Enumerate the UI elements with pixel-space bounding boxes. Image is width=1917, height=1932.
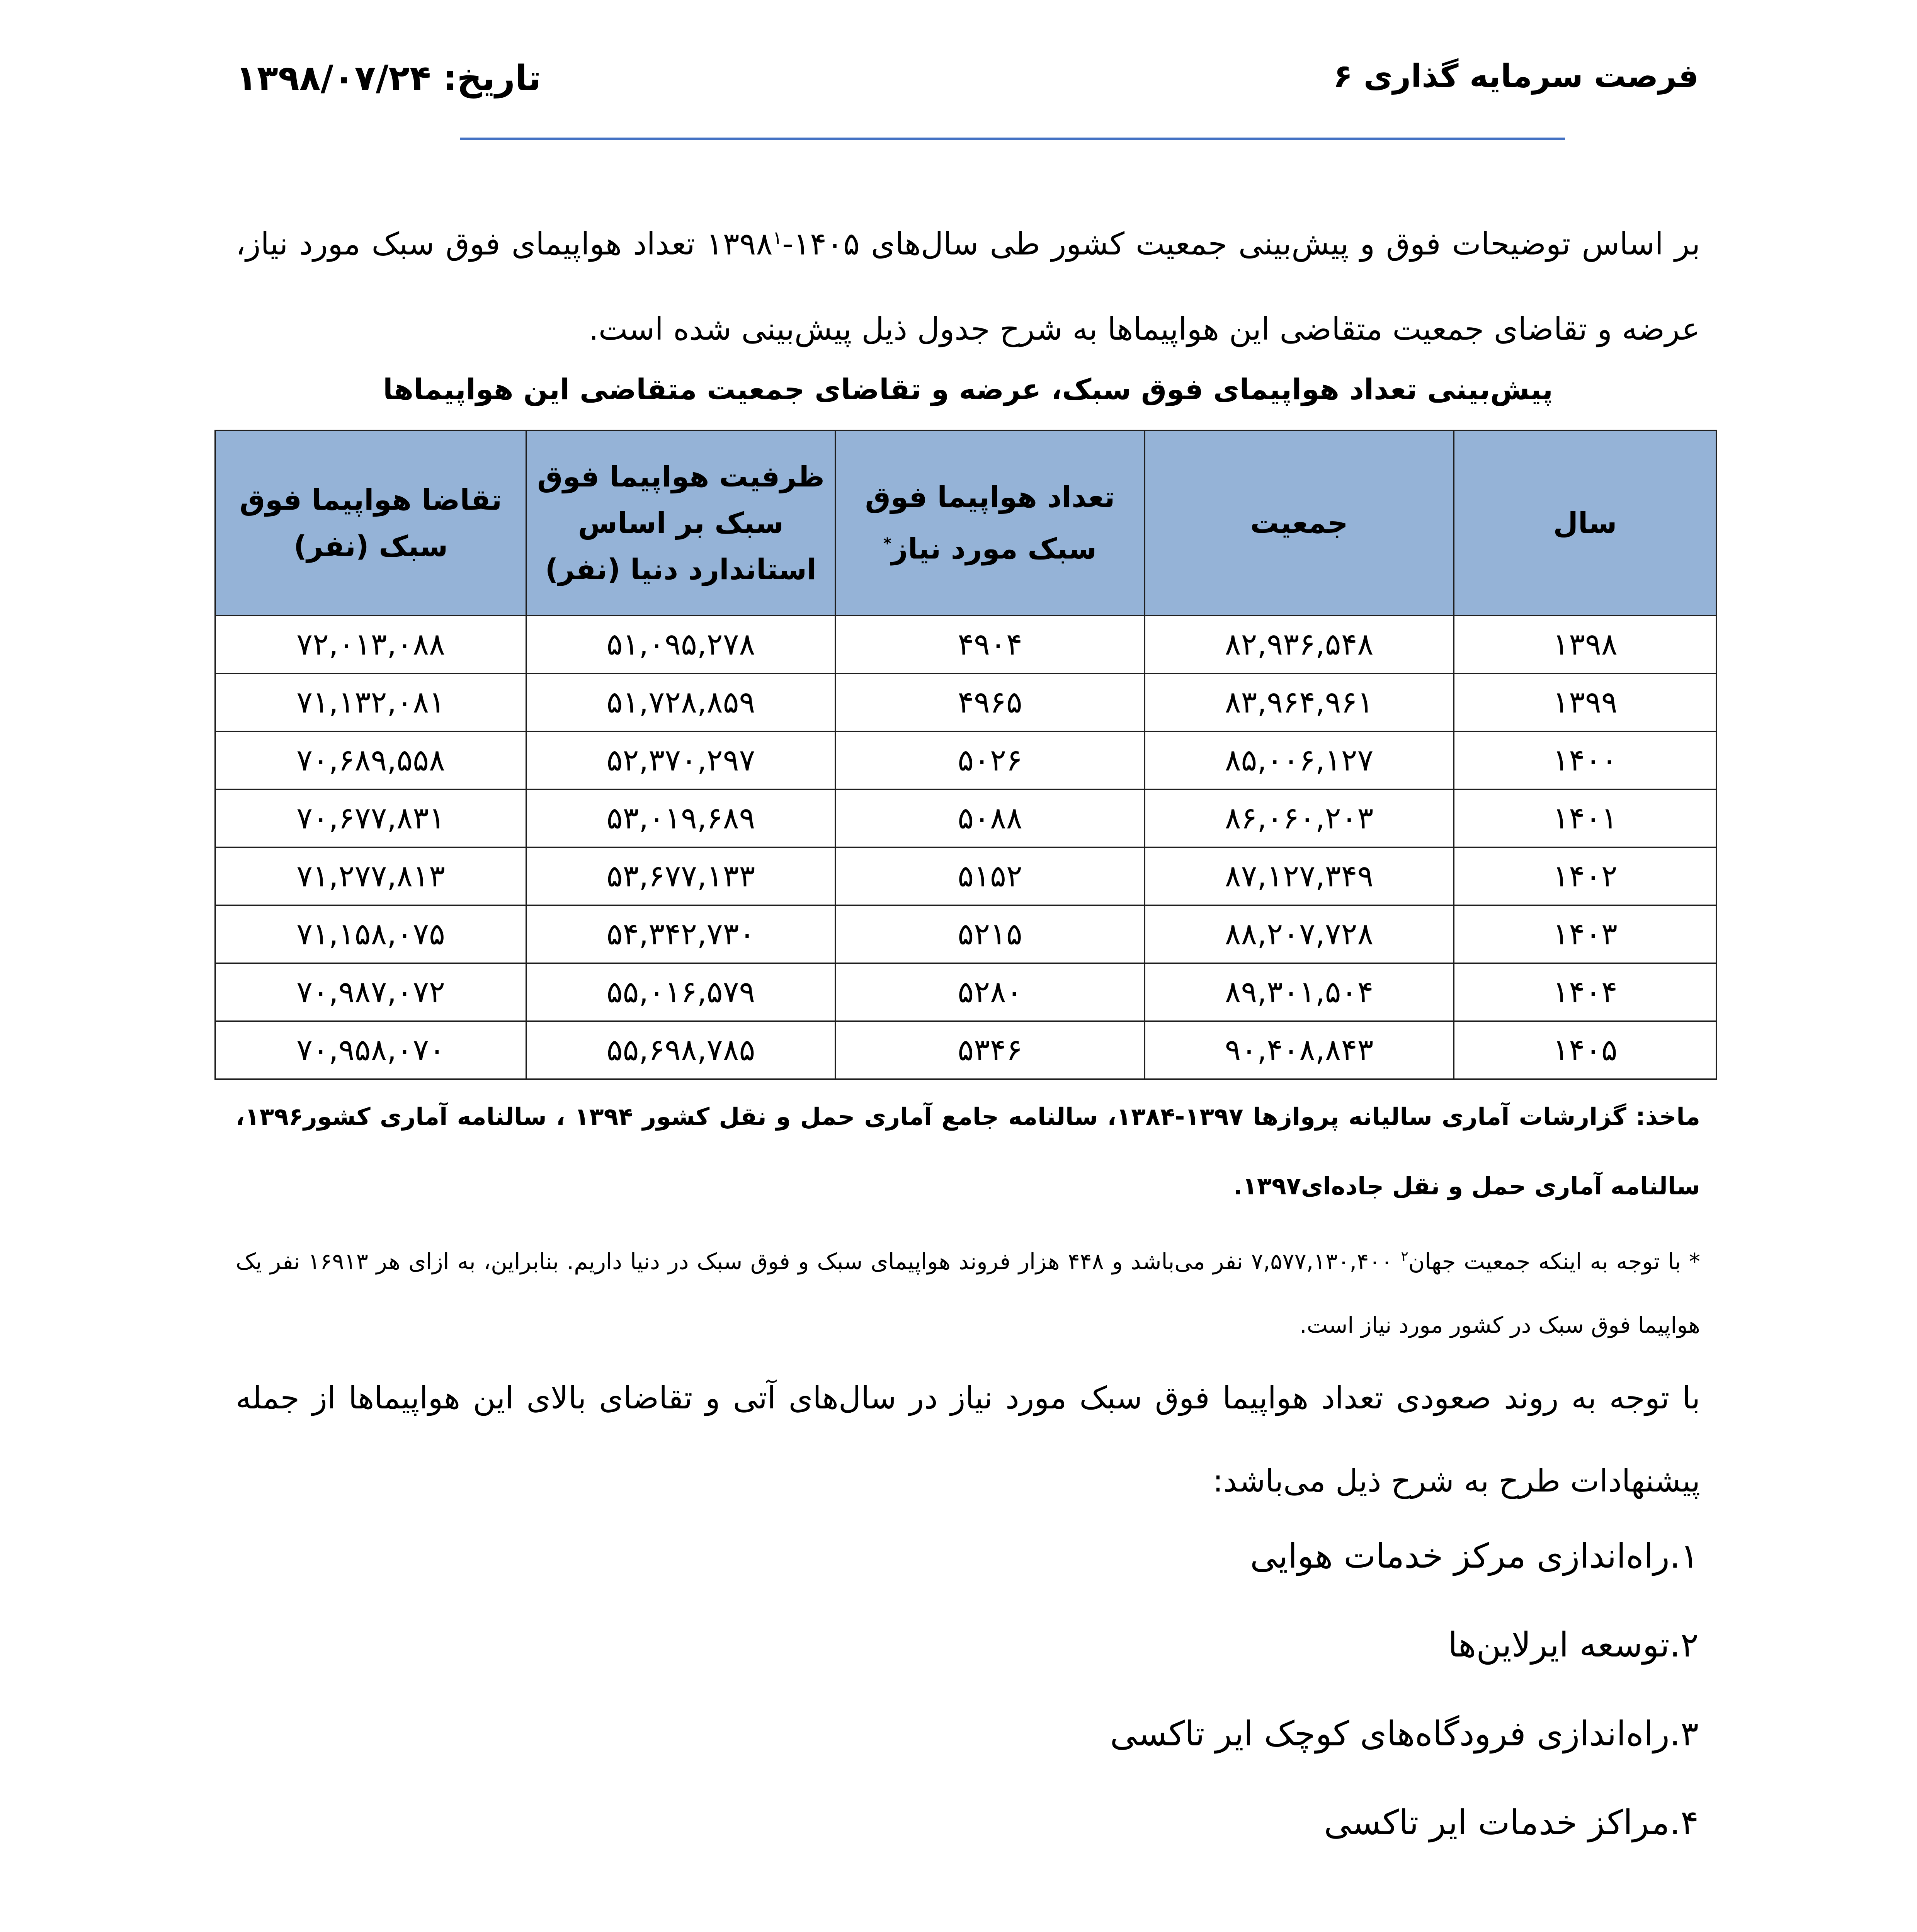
cell-demand: ۷۰,۹۵۸,۰۷۰ <box>215 1021 526 1079</box>
cell-capacity: ۵۳,۰۱۹,۶۸۹ <box>526 789 835 847</box>
cell-population: ۸۲,۹۳۶,۵۴۸ <box>1145 616 1454 673</box>
footnote-ref-1[interactable]: ۱ <box>772 227 782 248</box>
table-row <box>215 616 1716 673</box>
cell-year: ۱۴۰۴ <box>1454 963 1716 1021</box>
cell-year: ۱۴۰۲ <box>1454 847 1716 905</box>
note-text: * با توجه به اینکه جمعیت جهان <box>1408 1248 1700 1275</box>
cell-population: ۸۷,۱۲۷,۳۴۹ <box>1145 847 1454 905</box>
table-source: ماخذ: گزارشات آماری سالیانه پروازها ۱۳۹۷-۱۳۸۴، سالنامه جامع آماری حمل و نقل کشور ۱۳۹۴ ، سالنامه آماری کشور۱۳۹۶، سالنامه آماری حمل و نقل جاده‌ای۱۳۹۷. <box>236 1102 1700 1200</box>
cell-year: ۱۴۰۵ <box>1454 1021 1716 1079</box>
conclusion-paragraph: با توجه به روند صعودی تعداد هواپیما فوق سبک مورد نیاز در سال‌های آتی و تقاضای بالای این هواپیماها از جمله پیشنهادات طرح به شرح ذیل می‌باشد: <box>236 1380 1700 1499</box>
table-body <box>215 616 1716 1079</box>
table-row <box>215 731 1716 789</box>
suggestion-item: ۲.توسعه ایرلاین‌ها <box>1448 1625 1699 1665</box>
header-date: تاریخ: ۱۳۹۸/۰۷/۲۴ <box>236 58 541 99</box>
note-text-continued: ۷,۵۷۷,۱۳۰,۴۰۰ نفر می‌باشد و ۴۴۸ هزار فروند هواپیمای سبک و فوق سبک در دنیا داریم. بنابراین، به ازای هر ۱۶۹۱۳ نفر یک هواپیما فوق سبک در کشور مورد نیاز است. <box>236 1248 1700 1338</box>
cell-population: ۸۸,۲۰۷,۷۲۸ <box>1145 905 1454 963</box>
header-divider <box>460 138 1565 140</box>
cell-aircraft: ۵۰۸۸ <box>835 789 1145 847</box>
cell-demand: ۷۱,۱۵۸,۰۷۵ <box>215 905 526 963</box>
cell-capacity: ۵۴,۳۴۲,۷۳۰ <box>526 905 835 963</box>
suggestion-item: ۱.راه‌اندازی مرکز خدمات هوایی <box>1250 1536 1699 1576</box>
cell-aircraft: ۵۰۲۶ <box>835 731 1145 789</box>
cell-aircraft: ۵۳۴۶ <box>835 1021 1145 1079</box>
cell-population: ۸۳,۹۶۴,۹۶۱ <box>1145 673 1454 731</box>
cell-capacity: ۵۳,۶۷۷,۱۳۳ <box>526 847 835 905</box>
column-header-year: سال <box>1454 430 1716 616</box>
table-caption: پیش‌بینی تعداد هواپیمای فوق سبک، عرضه و تقاضای جمعیت متقاضی این هواپیماها <box>383 373 1553 406</box>
cell-capacity: ۵۲,۳۷۰,۲۹۷ <box>526 731 835 789</box>
cell-demand: ۷۰,۹۸۷,۰۷۲ <box>215 963 526 1021</box>
table-row <box>215 963 1716 1021</box>
cell-population: ۸۵,۰۰۶,۱۲۷ <box>1145 731 1454 789</box>
table-row <box>215 789 1716 847</box>
cell-demand: ۷۱,۱۳۲,۰۸۱ <box>215 673 526 731</box>
cell-capacity: ۵۱,۰۹۵,۲۷۸ <box>526 616 835 673</box>
column-header-population: جمعیت <box>1145 430 1454 616</box>
intro-text-continued: تعداد هواپیمای فوق سبک مورد نیاز، عرضه و تقاضای جمعیت متقاضی این هواپیماها به شرح جدول ذیل پیش‌بینی شده است. <box>236 226 1700 347</box>
cell-aircraft: ۴۹۰۴ <box>835 616 1145 673</box>
table-row <box>215 847 1716 905</box>
column-header-demand: تقاضا هواپیما فوق سبک (نفر) <box>215 430 526 616</box>
cell-year: ۱۴۰۰ <box>1454 731 1716 789</box>
forecast-table <box>214 430 1717 1080</box>
footnote-ref-2[interactable]: ۲ <box>1401 1249 1408 1265</box>
table-row <box>215 673 1716 731</box>
column-header-aircraft-count-label: تعداد هواپیما فوق سبک مورد نیاز <box>865 480 1115 566</box>
cell-year: ۱۳۹۹ <box>1454 673 1716 731</box>
cell-year: ۱۴۰۱ <box>1454 789 1716 847</box>
column-header-aircraft-count <box>835 430 1145 616</box>
intro-paragraph <box>236 195 1700 372</box>
cell-capacity: ۵۵,۶۹۸,۷۸۵ <box>526 1021 835 1079</box>
column-header-capacity: ظرفیت هواپیما فوق سبک بر اساس استاندارد دنیا (نفر) <box>526 430 835 616</box>
cell-aircraft: ۵۲۱۵ <box>835 905 1145 963</box>
cell-capacity: ۵۱,۷۲۸,۸۵۹ <box>526 673 835 731</box>
cell-aircraft: ۴۹۶۵ <box>835 673 1145 731</box>
cell-capacity: ۵۵,۰۱۶,۵۷۹ <box>526 963 835 1021</box>
cell-aircraft: ۵۱۵۲ <box>835 847 1145 905</box>
cell-population: ۸۹,۳۰۱,۵۰۴ <box>1145 963 1454 1021</box>
cell-year: ۱۳۹۸ <box>1454 616 1716 673</box>
cell-population: ۸۶,۰۶۰,۲۰۳ <box>1145 789 1454 847</box>
table-note <box>236 1225 1700 1357</box>
cell-population: ۹۰,۴۰۸,۸۴۳ <box>1145 1021 1454 1079</box>
cell-demand: ۷۲,۰۱۳,۰۸۸ <box>215 616 526 673</box>
cell-demand: ۷۰,۶۸۹,۵۵۸ <box>215 731 526 789</box>
suggestion-item: ۳.راه‌اندازی فرودگاه‌های کوچک ایر تاکسی <box>1110 1714 1699 1753</box>
header-title: فرصت سرمایه گذاری ۶ <box>1333 58 1699 95</box>
cell-year: ۱۴۰۳ <box>1454 905 1716 963</box>
cell-aircraft: ۵۲۸۰ <box>835 963 1145 1021</box>
cell-demand: ۷۰,۶۷۷,۸۳۱ <box>215 789 526 847</box>
table-row <box>215 905 1716 963</box>
table-row <box>215 1021 1716 1079</box>
table-header-row <box>215 430 1716 616</box>
cell-demand: ۷۱,۲۷۷,۸۱۳ <box>215 847 526 905</box>
intro-text: بر اساس توضیحات فوق و پیش‌بینی جمعیت کشور طی سال‌های ۱۴۰۵-۱۳۹۸ <box>706 226 1700 262</box>
suggestion-item: ۴.مراکز خدمات ایر تاکسی <box>1324 1803 1699 1842</box>
asterisk-mark: * <box>883 534 891 553</box>
